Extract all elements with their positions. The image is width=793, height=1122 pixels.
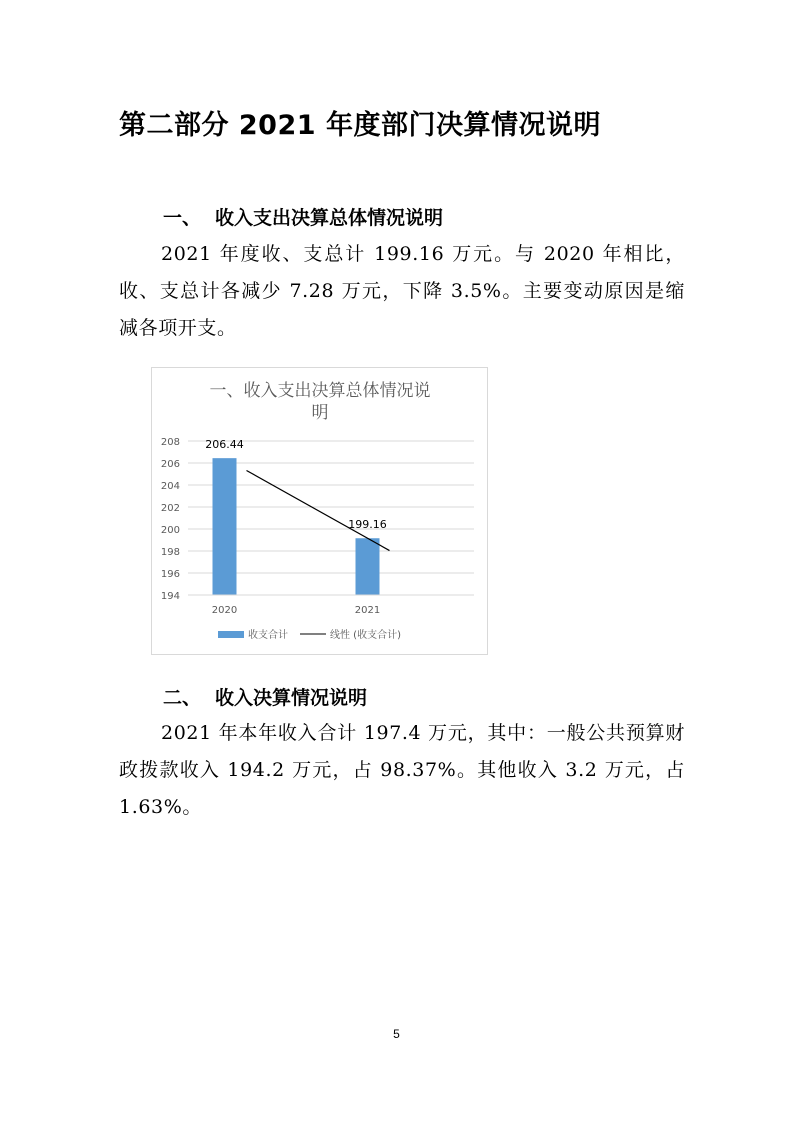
y-tick-label: 200: [160, 525, 180, 536]
data-label-2020: 206.44: [205, 438, 244, 452]
y-tick-label: 198: [160, 547, 180, 558]
section-2-paragraph: 2021 年本年收入合计 197.4 万元，其中：一般公共预算财政拨款收入 194.2 万元，占 98.37%。其他收入 3.2 万元，占 1.63%。: [119, 722, 685, 818]
y-tick-label: 194: [160, 591, 180, 602]
section-1-heading-text: 收入支出决算总体情况说明: [215, 207, 444, 229]
chart-title-line-2: 明: [311, 403, 329, 423]
chart-container: [151, 367, 488, 655]
chart-legend: [218, 628, 401, 641]
chart-title-line-1: 一、收入支出决算总体情况说: [209, 381, 431, 401]
section-2-heading: [163, 683, 367, 710]
y-tick-label: 206: [160, 459, 180, 470]
page-title: 第二部分 2021 年度部门决算情况说明: [119, 110, 601, 141]
y-tick-label: 208: [160, 437, 180, 448]
x-tick-label: 2021: [354, 605, 381, 616]
page-number: 5: [393, 1027, 400, 1041]
legend-swatch-series: [218, 631, 244, 638]
bar-2020: [213, 458, 237, 595]
y-tick-label: 196: [160, 569, 180, 580]
section-1-paragraph: 2021 年度收、支总计 199.16 万元。与 2020 年相比，收、支总计各减少 7.28 万元，下降 3.5%。主要变动原因是缩减各项开支。: [119, 243, 685, 339]
y-tick-label: 202: [160, 503, 180, 514]
section-1-heading: [163, 203, 443, 230]
section-2-heading-number: 二、: [163, 687, 202, 709]
data-label-2021: 199.16: [348, 518, 387, 532]
section-1-heading-number: 一、: [163, 207, 202, 229]
bar-2021: [356, 538, 380, 595]
trendline: [247, 470, 390, 550]
section-2-heading-text: 收入决算情况说明: [215, 687, 368, 709]
legend-label-trendline: 线性 (收支合计): [330, 630, 401, 641]
bar-chart: [152, 368, 487, 654]
y-tick-label: 204: [160, 481, 180, 492]
x-tick-label: 2020: [211, 605, 238, 616]
legend-label-series: 收支合计: [248, 630, 288, 641]
